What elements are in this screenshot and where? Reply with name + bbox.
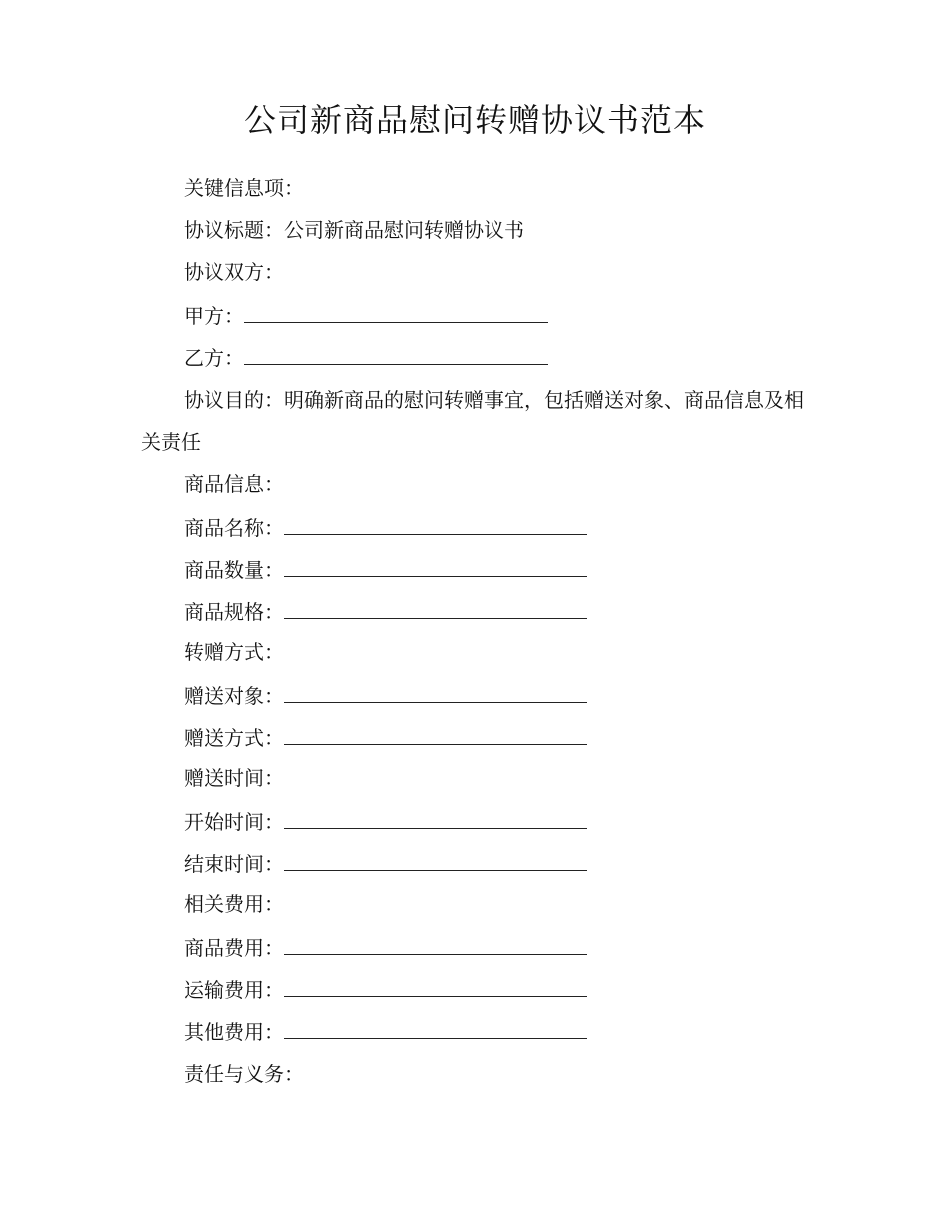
- delivery-method-label: 赠送方式：: [184, 726, 284, 750]
- goods-fee-blank[interactable]: [284, 932, 587, 955]
- agreement-title-value: 公司新商品慰问转赠协议书: [284, 218, 524, 242]
- goods-name-label: 商品名称：: [184, 516, 284, 540]
- transport-fee-blank[interactable]: [284, 974, 587, 997]
- party-b-blank[interactable]: [244, 342, 548, 365]
- delivery-method-line: [184, 722, 587, 752]
- transport-fee-line: [184, 974, 587, 1004]
- party-b-label: 乙方：: [184, 346, 244, 370]
- key-info-text: 关键信息项：: [184, 176, 304, 200]
- gift-time-text: 赠送时间：: [184, 766, 284, 790]
- agreement-title-line: [184, 216, 524, 244]
- transfer-method-text: 转赠方式：: [184, 640, 284, 664]
- recipient-label: 赠送对象：: [184, 684, 284, 708]
- start-time-line: [184, 806, 587, 836]
- goods-name-blank[interactable]: [284, 512, 587, 535]
- party-a-blank[interactable]: [244, 300, 548, 323]
- other-fee-line: [184, 1016, 587, 1046]
- goods-fee-label: 商品费用：: [184, 936, 284, 960]
- goods-spec-line: [184, 596, 587, 626]
- purpose-paragraph: 协议目的：明确新商品的慰问转赠事宜，包括赠送对象、商品信息及相关责任: [141, 388, 804, 454]
- duties-text: 责任与义务：: [184, 1062, 304, 1086]
- goods-qty-blank[interactable]: [284, 554, 587, 577]
- goods-info-heading: [184, 470, 284, 498]
- party-b-line: [184, 342, 548, 372]
- parties-text: 协议双方：: [184, 260, 284, 284]
- document-title: 公司新商品慰问转赠协议书范本: [243, 101, 706, 139]
- goods-info-text: 商品信息：: [184, 472, 284, 496]
- end-time-label: 结束时间：: [184, 852, 284, 876]
- fees-text: 相关费用：: [184, 892, 284, 916]
- recipient-line: [184, 680, 587, 710]
- party-a-line: [184, 300, 548, 330]
- fees-heading: [184, 890, 284, 918]
- goods-fee-line: [184, 932, 587, 962]
- recipient-blank[interactable]: [284, 680, 587, 703]
- gift-time-heading: [184, 764, 284, 792]
- other-fee-blank[interactable]: [284, 1016, 587, 1039]
- start-time-blank[interactable]: [284, 806, 587, 829]
- party-a-label: 甲方：: [184, 304, 244, 328]
- goods-spec-blank[interactable]: [284, 596, 587, 619]
- goods-spec-label: 商品规格：: [184, 600, 284, 624]
- parties-heading: [184, 258, 284, 286]
- end-time-line: [184, 848, 587, 878]
- goods-qty-line: [184, 554, 587, 584]
- end-time-blank[interactable]: [284, 848, 587, 871]
- start-time-label: 开始时间：: [184, 810, 284, 834]
- duties-heading: [184, 1060, 304, 1088]
- delivery-method-blank[interactable]: [284, 722, 587, 745]
- transport-fee-label: 运输费用：: [184, 978, 284, 1002]
- agreement-title-label: 协议标题：: [184, 218, 284, 242]
- key-info-heading: [184, 174, 304, 202]
- other-fee-label: 其他费用：: [184, 1020, 284, 1044]
- transfer-method-heading: [184, 638, 284, 666]
- goods-name-line: [184, 512, 587, 542]
- goods-qty-label: 商品数量：: [184, 558, 284, 582]
